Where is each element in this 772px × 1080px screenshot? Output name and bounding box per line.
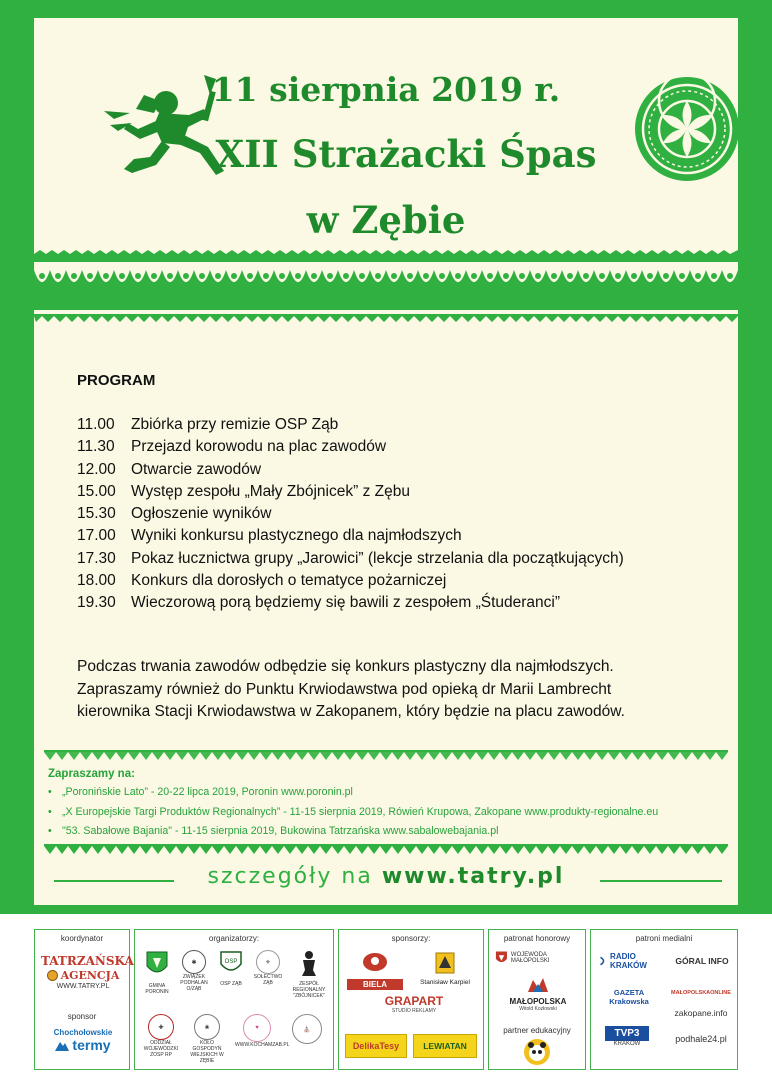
svg-text:OSP: OSP — [224, 959, 238, 965]
logo-text: Chochołowskie — [53, 1028, 113, 1037]
organizer-logo — [285, 1014, 329, 1044]
organizers-title: organizatorzy: — [208, 934, 260, 943]
organizer-name: KOŁO GOSPODYŃ WIEJSKICH W ZĘBIE — [190, 1040, 224, 1064]
note-line: kierownika Stacji Krwiodawstwa w Zakopanem, który będzie na placu zawodów. — [77, 703, 625, 720]
organizer-logo — [177, 950, 211, 992]
zigzag-divider — [44, 844, 728, 856]
logo-text: TVP3 — [605, 1026, 649, 1041]
schedule-time: 11.30 — [77, 438, 115, 456]
tatrzanska-agencja-logo — [41, 954, 134, 990]
organizers-box — [134, 929, 334, 1070]
polish-eagle-icon — [495, 950, 508, 966]
biela-sheep-icon — [360, 950, 390, 974]
logo-text: STUDIO REKLAMY — [391, 1008, 437, 1014]
event-title: XII Strażacki Śpas — [215, 132, 597, 176]
program-schedule — [77, 416, 624, 617]
sponsor-title: sponsor — [67, 1012, 97, 1021]
schedule-item — [77, 461, 624, 483]
logo-text: WOJEWODA MAŁOPOLSKI — [510, 952, 550, 964]
bullet-icon: • — [48, 786, 52, 798]
logo-text: AGENCJA — [60, 969, 120, 982]
schedule-time: 17.30 — [77, 549, 116, 567]
gmina-poronin-crest-icon — [145, 950, 169, 978]
karpiel-emblem-icon — [435, 952, 455, 974]
organizer-logo — [289, 950, 329, 999]
delikatesy-logo — [345, 1034, 407, 1058]
zigzag-divider — [44, 750, 728, 762]
details-text — [34, 864, 738, 889]
details-banner — [34, 862, 738, 898]
logo-text: DelikaTesy — [352, 1041, 400, 1051]
malopolska-logo — [495, 976, 581, 1012]
details-url-link[interactable]: www.tatry.pl — [381, 864, 565, 889]
schedule-event: Wieczorową porą będziemy się bawili z zespołem „Śtuderanci” — [131, 594, 561, 612]
schedule-item — [77, 416, 624, 438]
invite-item — [48, 825, 658, 845]
coordinator-box — [34, 929, 134, 1070]
event-date: 11 sierpnia 2019 r. — [211, 70, 561, 109]
zakopane-info-logo: zakopane.info — [674, 1008, 728, 1018]
osp-shield-icon — [219, 950, 243, 976]
header-panel — [34, 18, 738, 250]
schedule-item — [77, 550, 624, 572]
honorary-patron-box — [488, 929, 586, 1070]
schedule-time: 18.00 — [77, 572, 116, 590]
kocham-zab-heart-icon: ♥ — [243, 1014, 271, 1042]
sponsors-box — [338, 929, 484, 1070]
tvp3-logo — [605, 1026, 649, 1047]
logo-text: KRAKÓW — [613, 1041, 641, 1047]
organizer-name: GMINA PORONIN — [145, 983, 169, 995]
logo-url: WWW.TATRY.PL — [56, 983, 110, 990]
sponsors-title: sponsorzy: — [391, 934, 431, 943]
logo-text: termy — [72, 1037, 111, 1053]
chocholowskie-termy-logo — [41, 1028, 125, 1053]
education-partner-logo — [521, 1038, 553, 1071]
zigzag-border-top — [34, 314, 738, 326]
organizer-logo — [141, 1014, 181, 1058]
organizer-name: SOŁECTWO ZĄB — [253, 974, 283, 986]
program-heading: PROGRAM — [77, 372, 156, 389]
organizer-logo — [251, 950, 285, 986]
media-title: patroni medialni — [635, 934, 693, 943]
honorary-title: patronat honorowy — [503, 934, 571, 943]
schedule-event: Konkurs dla dorosłych o tematyce pożarniczej — [131, 572, 447, 590]
organizer-name: OSP ZĄB — [220, 981, 242, 987]
mountain-icon — [55, 1039, 69, 1051]
logo-text: BIELA — [347, 979, 403, 990]
logo-text: MAŁOPOLSKA — [509, 997, 567, 1006]
invite-item — [48, 786, 658, 806]
schedule-item — [77, 438, 624, 460]
schedule-time: 17.00 — [77, 527, 116, 545]
bullet-icon: • — [48, 805, 52, 818]
organizer-logo — [185, 1014, 229, 1064]
biela-logo — [347, 950, 403, 990]
schedule-item — [77, 505, 624, 527]
invite-text: "53. Sabałowe Bajania" - 11-15 sierpnia 2019, Bukowina Tatrzańska www.sabalowebajania.pl — [62, 825, 499, 837]
podhale24-logo: podhale24.pl — [675, 1034, 727, 1044]
zbojnicek-figure-icon — [298, 950, 320, 976]
panda-mascot-icon — [523, 1038, 551, 1066]
organizer-name: ODDZIAŁ WOJEWÓDZKI ZOSP RP — [143, 1040, 179, 1058]
radio-wave-icon — [599, 954, 608, 968]
organizer-name: ZESPÓŁ REGIONALNY "ZBÓJNICEK" — [292, 981, 326, 999]
solectwo-emblem-icon: ⚜ — [256, 950, 280, 974]
organizer-name: ZWIĄZEK PODHALAN O/ZĄB — [180, 974, 208, 992]
grapart-logo — [379, 994, 449, 1014]
schedule-event: Pokaz łucznictwa grupy „Jarowici” (lekcje strzelania dla początkujących) — [131, 549, 624, 567]
invite-title: Zapraszamy na: — [48, 768, 135, 780]
zwiazek-podhalan-emblem-icon: ✱ — [182, 950, 206, 974]
logo-text: Witold Kozłowski — [519, 1006, 557, 1012]
invite-list — [48, 786, 658, 845]
highlander-rosette-icon — [632, 74, 742, 184]
invite-item — [48, 806, 658, 826]
logo-text: TATRZAŃSKA — [41, 954, 134, 968]
event-location: w Zębie — [306, 198, 466, 242]
details-prefix: szczegóły na — [207, 864, 373, 889]
schedule-event: Ogłoszenie wyników — [131, 505, 272, 523]
malopolska-online-logo: MAŁOPOLSKAONLINE — [671, 990, 731, 996]
schedule-time: 11.00 — [77, 416, 115, 433]
goral-info-logo: GÓRAL INFO — [675, 956, 729, 966]
schedule-event: Przejazd korowodu na plac zawodów — [131, 438, 387, 456]
schedule-time: 12.00 — [77, 460, 116, 478]
logo-text: LEWIATAN — [423, 1041, 467, 1051]
schedule-item — [77, 527, 624, 549]
zab-seal-icon: ⛪ — [292, 1014, 322, 1044]
radio-krakow-logo — [599, 952, 659, 970]
schedule-item — [77, 594, 624, 616]
gazeta-krakowska-logo: GAZETA Krakowska — [609, 988, 649, 1006]
program-panel — [34, 310, 738, 905]
kgw-emblem-icon: ❀ — [194, 1014, 220, 1040]
logo-text: RADIO KRAKÓW — [610, 952, 647, 970]
footer-logos — [0, 914, 772, 1080]
schedule-event: Zbiórka przy remizie OSP Ząb — [131, 416, 339, 433]
organizer-logo — [215, 950, 247, 987]
logo-text: Stanisław Karpiel — [420, 979, 470, 986]
invite-text: „Poronińskie Lato” - 20-22 lipca 2019, Poronin www.poronin.pl — [62, 786, 353, 798]
media-patrons-box — [590, 929, 738, 1070]
karpiel-logo — [409, 952, 481, 986]
note-line: Zapraszamy również do Punktu Krwiodawstwa pod opieką dr Marii Lambrecht — [77, 680, 612, 698]
agency-badge-icon — [47, 970, 58, 981]
note-line: Podczas trwania zawodów odbędzie się konkurs plastyczny dla najmłodszych. — [77, 658, 614, 675]
schedule-event: Wyniki konkursu plastycznego dla najmłodszych — [131, 527, 462, 545]
organizer-name: WWW.KOCHAMZAB.PL — [235, 1042, 290, 1048]
schedule-item — [77, 483, 624, 505]
organizer-logo — [235, 1014, 290, 1048]
schedule-time: 15.30 — [77, 505, 116, 523]
education-title: partner edukacyjny — [503, 1026, 571, 1035]
organizer-logo — [141, 950, 173, 995]
schedule-time: 15.00 — [77, 482, 116, 500]
schedule-event: Występ zespołu „Mały Zbójnicek” z Zębu — [131, 482, 410, 500]
coordinator-title: koordynator — [60, 934, 104, 943]
malopolska-mark-icon — [528, 976, 548, 992]
bullet-icon: • — [48, 825, 52, 837]
lewiatan-logo — [413, 1034, 477, 1058]
zosp-rp-emblem-icon: ✚ — [148, 1014, 174, 1040]
schedule-time: 19.30 — [77, 594, 116, 612]
logo-text: GRAPART — [384, 994, 444, 1008]
decorative-scallop-border — [34, 250, 738, 298]
program-notes — [77, 656, 717, 724]
schedule-item — [77, 572, 624, 594]
wojewoda-logo — [495, 950, 581, 966]
schedule-event: Otwarcie zawodów — [131, 460, 262, 478]
invite-text: „X Europejskie Targi Produktów Regionalnych” - 11-15 sierpnia 2019, Rówień Krupowa, Zakopane www.produkty-regionalne.eu — [62, 805, 659, 818]
